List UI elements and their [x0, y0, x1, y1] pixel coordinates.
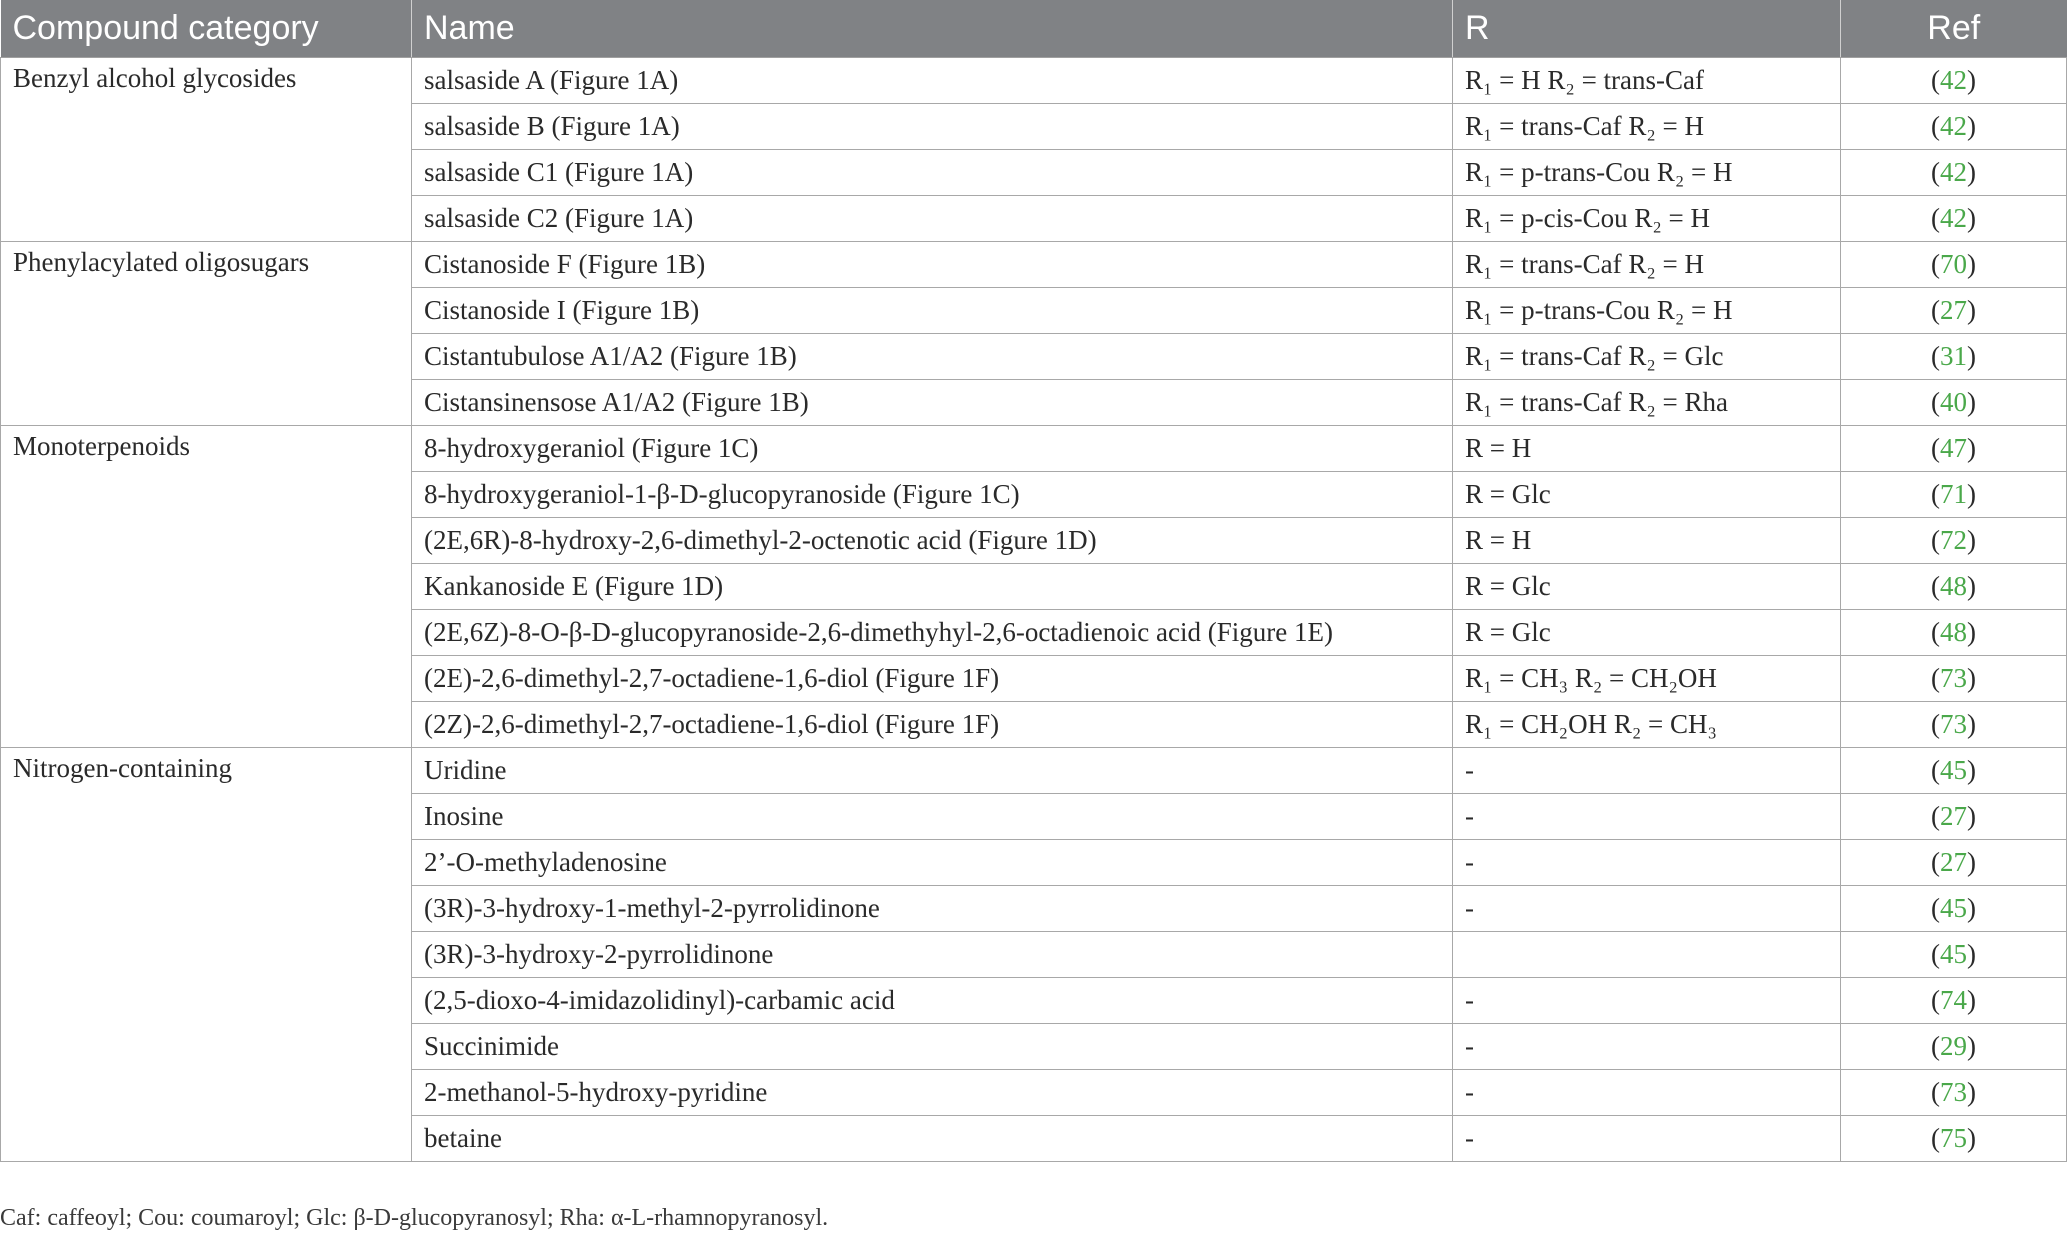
ref-cell — [1841, 472, 2067, 518]
ref-link[interactable]: 29 — [1940, 1031, 1967, 1061]
ref-link[interactable]: 45 — [1940, 893, 1967, 923]
ref-cell — [1841, 932, 2067, 978]
ref-close-paren: ) — [1967, 939, 1976, 969]
ref-cell — [1841, 978, 2067, 1024]
ref-link[interactable]: 73 — [1940, 709, 1967, 739]
ref-close-paren: ) — [1967, 111, 1976, 141]
ref-open-paren: ( — [1931, 801, 1940, 831]
ref-close-paren: ) — [1967, 709, 1976, 739]
r-group-cell: R₁ = p-trans-Cou R₂ = H — [1453, 150, 1841, 196]
compound-name-cell: (2,5-dioxo-4-imidazolidinyl)-carbamic acid — [412, 978, 1453, 1024]
ref-link[interactable]: 40 — [1940, 387, 1967, 417]
ref-open-paren: ( — [1931, 249, 1940, 279]
ref-cell — [1841, 104, 2067, 150]
ref-close-paren: ) — [1967, 847, 1976, 877]
ref-cell — [1841, 840, 2067, 886]
ref-link[interactable]: 31 — [1940, 341, 1967, 371]
ref-link[interactable]: 73 — [1940, 663, 1967, 693]
r-group-cell: R₁ = trans-Caf R₂ = H — [1453, 242, 1841, 288]
r-group-cell: R₁ = H R₂ = trans-Caf — [1453, 58, 1841, 104]
r-group-cell: R = Glc — [1453, 610, 1841, 656]
r-group-cell: R₁ = trans-Caf R₂ = Glc — [1453, 334, 1841, 380]
r-group-cell: R₁ = trans-Caf R₂ = H — [1453, 104, 1841, 150]
ref-open-paren: ( — [1931, 893, 1940, 923]
compound-name-cell: Cistantubulose A1/A2 (Figure 1B) — [412, 334, 1453, 380]
ref-open-paren: ( — [1931, 617, 1940, 647]
ref-close-paren: ) — [1967, 985, 1976, 1015]
r-group-cell: R = Glc — [1453, 472, 1841, 518]
ref-cell — [1841, 150, 2067, 196]
ref-open-paren: ( — [1931, 295, 1940, 325]
ref-close-paren: ) — [1967, 203, 1976, 233]
compound-name-cell: Kankanoside E (Figure 1D) — [412, 564, 1453, 610]
r-group-cell — [1453, 932, 1841, 978]
ref-open-paren: ( — [1931, 1031, 1940, 1061]
compound-name-cell: (3R)-3-hydroxy-1-methyl-2-pyrrolidinone — [412, 886, 1453, 932]
table-row — [1, 242, 2067, 288]
ref-open-paren: ( — [1931, 433, 1940, 463]
ref-open-paren: ( — [1931, 203, 1940, 233]
ref-close-paren: ) — [1967, 433, 1976, 463]
ref-open-paren: ( — [1931, 157, 1940, 187]
ref-link[interactable]: 27 — [1940, 801, 1967, 831]
ref-close-paren: ) — [1967, 617, 1976, 647]
ref-close-paren: ) — [1967, 249, 1976, 279]
ref-close-paren: ) — [1967, 525, 1976, 555]
ref-link[interactable]: 42 — [1940, 203, 1967, 233]
compound-name-cell: (2E,6R)-8-hydroxy-2,6-dimethyl-2-octenotic acid (Figure 1D) — [412, 518, 1453, 564]
compound-name-cell: (2E)-2,6-dimethyl-2,7-octadiene-1,6-diol (Figure 1F) — [412, 656, 1453, 702]
header-r: R — [1453, 0, 1841, 58]
ref-open-paren: ( — [1931, 387, 1940, 417]
ref-cell — [1841, 886, 2067, 932]
ref-link[interactable]: 73 — [1940, 1077, 1967, 1107]
ref-cell — [1841, 518, 2067, 564]
ref-open-paren: ( — [1931, 985, 1940, 1015]
ref-link[interactable]: 48 — [1940, 571, 1967, 601]
ref-close-paren: ) — [1967, 341, 1976, 371]
ref-link[interactable]: 27 — [1940, 847, 1967, 877]
ref-link[interactable]: 45 — [1940, 939, 1967, 969]
ref-link[interactable]: 74 — [1940, 985, 1967, 1015]
compound-category-cell: Nitrogen-containing — [1, 748, 412, 1162]
ref-close-paren: ) — [1967, 1077, 1976, 1107]
ref-open-paren: ( — [1931, 663, 1940, 693]
ref-cell — [1841, 702, 2067, 748]
ref-close-paren: ) — [1967, 571, 1976, 601]
ref-close-paren: ) — [1967, 65, 1976, 95]
ref-link[interactable]: 75 — [1940, 1123, 1967, 1153]
compound-name-cell: Cistanoside I (Figure 1B) — [412, 288, 1453, 334]
ref-open-paren: ( — [1931, 65, 1940, 95]
ref-cell — [1841, 610, 2067, 656]
r-group-cell: - — [1453, 1070, 1841, 1116]
ref-close-paren: ) — [1967, 663, 1976, 693]
r-group-cell: R₁ = CH₂OH R₂ = CH₃ — [1453, 702, 1841, 748]
ref-cell — [1841, 1116, 2067, 1162]
ref-close-paren: ) — [1967, 1031, 1976, 1061]
r-group-cell: - — [1453, 1024, 1841, 1070]
r-group-cell: - — [1453, 1116, 1841, 1162]
header-ref: Ref — [1841, 0, 2067, 58]
ref-open-paren: ( — [1931, 1077, 1940, 1107]
compound-name-cell: (3R)-3-hydroxy-2-pyrrolidinone — [412, 932, 1453, 978]
r-group-cell: - — [1453, 840, 1841, 886]
ref-open-paren: ( — [1931, 847, 1940, 877]
ref-cell — [1841, 426, 2067, 472]
ref-close-paren: ) — [1967, 157, 1976, 187]
compound-name-cell: Succinimide — [412, 1024, 1453, 1070]
ref-cell — [1841, 380, 2067, 426]
table-row — [1, 426, 2067, 472]
compound-name-cell: Uridine — [412, 748, 1453, 794]
compound-name-cell: betaine — [412, 1116, 1453, 1162]
ref-close-paren: ) — [1967, 755, 1976, 785]
ref-cell — [1841, 1070, 2067, 1116]
compound-name-cell: salsaside A (Figure 1A) — [412, 58, 1453, 104]
ref-cell — [1841, 196, 2067, 242]
header-name: Name — [412, 0, 1453, 58]
r-group-cell: R = Glc — [1453, 564, 1841, 610]
compound-name-cell: salsaside B (Figure 1A) — [412, 104, 1453, 150]
ref-open-paren: ( — [1931, 479, 1940, 509]
compound-name-cell: salsaside C2 (Figure 1A) — [412, 196, 1453, 242]
compound-name-cell: Cistansinensose A1/A2 (Figure 1B) — [412, 380, 1453, 426]
r-group-cell: R₁ = trans-Caf R₂ = Rha — [1453, 380, 1841, 426]
r-group-cell: - — [1453, 978, 1841, 1024]
ref-open-paren: ( — [1931, 341, 1940, 371]
compound-name-cell: 2-methanol-5-hydroxy-pyridine — [412, 1070, 1453, 1116]
ref-cell — [1841, 242, 2067, 288]
compound-name-cell: Cistanoside F (Figure 1B) — [412, 242, 1453, 288]
ref-cell — [1841, 748, 2067, 794]
r-group-cell: - — [1453, 794, 1841, 840]
ref-link[interactable]: 47 — [1940, 433, 1967, 463]
compound-category-cell: Phenylacylated oligosugars — [1, 242, 412, 426]
ref-close-paren: ) — [1967, 295, 1976, 325]
ref-link[interactable]: 27 — [1940, 295, 1967, 325]
ref-cell — [1841, 58, 2067, 104]
ref-link[interactable]: 70 — [1940, 249, 1967, 279]
r-group-cell: R₁ = p-cis-Cou R₂ = H — [1453, 196, 1841, 242]
table-body — [1, 58, 2067, 1162]
compound-category-cell: Monoterpenoids — [1, 426, 412, 748]
ref-link[interactable]: 45 — [1940, 755, 1967, 785]
ref-cell — [1841, 334, 2067, 380]
compound-name-cell: 2’-O-methyladenosine — [412, 840, 1453, 886]
r-group-cell: R₁ = CH₃ R₂ = CH₂OH — [1453, 656, 1841, 702]
ref-open-paren: ( — [1931, 709, 1940, 739]
ref-link[interactable]: 48 — [1940, 617, 1967, 647]
compound-name-cell: salsaside C1 (Figure 1A) — [412, 150, 1453, 196]
ref-open-paren: ( — [1931, 755, 1940, 785]
ref-close-paren: ) — [1967, 479, 1976, 509]
compound-name-cell: (2Z)-2,6-dimethyl-2,7-octadiene-1,6-diol (Figure 1F) — [412, 702, 1453, 748]
ref-cell — [1841, 794, 2067, 840]
compound-name-cell: 8-hydroxygeraniol-1-β-D-glucopyranoside (Figure 1C) — [412, 472, 1453, 518]
ref-open-paren: ( — [1931, 939, 1940, 969]
compound-name-cell: (2E,6Z)-8-O-β-D-glucopyranoside-2,6-dimethyhyl-2,6-octadienoic acid (Figure 1E) — [412, 610, 1453, 656]
table-footnote: Caf: caffeoyl; Cou: coumaroyl; Glc: β-D-glucopyranosyl; Rha: α-L-rhamnopyranosyl. — [0, 1205, 829, 1231]
r-group-cell: R = H — [1453, 426, 1841, 472]
ref-close-paren: ) — [1967, 893, 1976, 923]
compound-category-cell: Benzyl alcohol glycosides — [1, 58, 412, 242]
ref-link[interactable]: 42 — [1940, 157, 1967, 187]
table-header-row — [1, 0, 2067, 58]
ref-cell — [1841, 288, 2067, 334]
ref-open-paren: ( — [1931, 571, 1940, 601]
r-group-cell: R = H — [1453, 518, 1841, 564]
ref-open-paren: ( — [1931, 111, 1940, 141]
ref-cell — [1841, 656, 2067, 702]
table-row — [1, 58, 2067, 104]
ref-close-paren: ) — [1967, 387, 1976, 417]
ref-link[interactable]: 72 — [1940, 525, 1967, 555]
r-group-cell: R₁ = p-trans-Cou R₂ = H — [1453, 288, 1841, 334]
table-row — [1, 748, 2067, 794]
ref-link[interactable]: 71 — [1940, 479, 1967, 509]
r-group-cell: - — [1453, 748, 1841, 794]
header-compound-category: Compound category — [1, 0, 412, 58]
compound-name-cell: 8-hydroxygeraniol (Figure 1C) — [412, 426, 1453, 472]
ref-cell — [1841, 1024, 2067, 1070]
ref-close-paren: ) — [1967, 1123, 1976, 1153]
ref-link[interactable]: 42 — [1940, 65, 1967, 95]
ref-open-paren: ( — [1931, 525, 1940, 555]
ref-open-paren: ( — [1931, 1123, 1940, 1153]
ref-close-paren: ) — [1967, 801, 1976, 831]
r-group-cell: - — [1453, 886, 1841, 932]
ref-cell — [1841, 564, 2067, 610]
compound-name-cell: Inosine — [412, 794, 1453, 840]
ref-link[interactable]: 42 — [1940, 111, 1967, 141]
